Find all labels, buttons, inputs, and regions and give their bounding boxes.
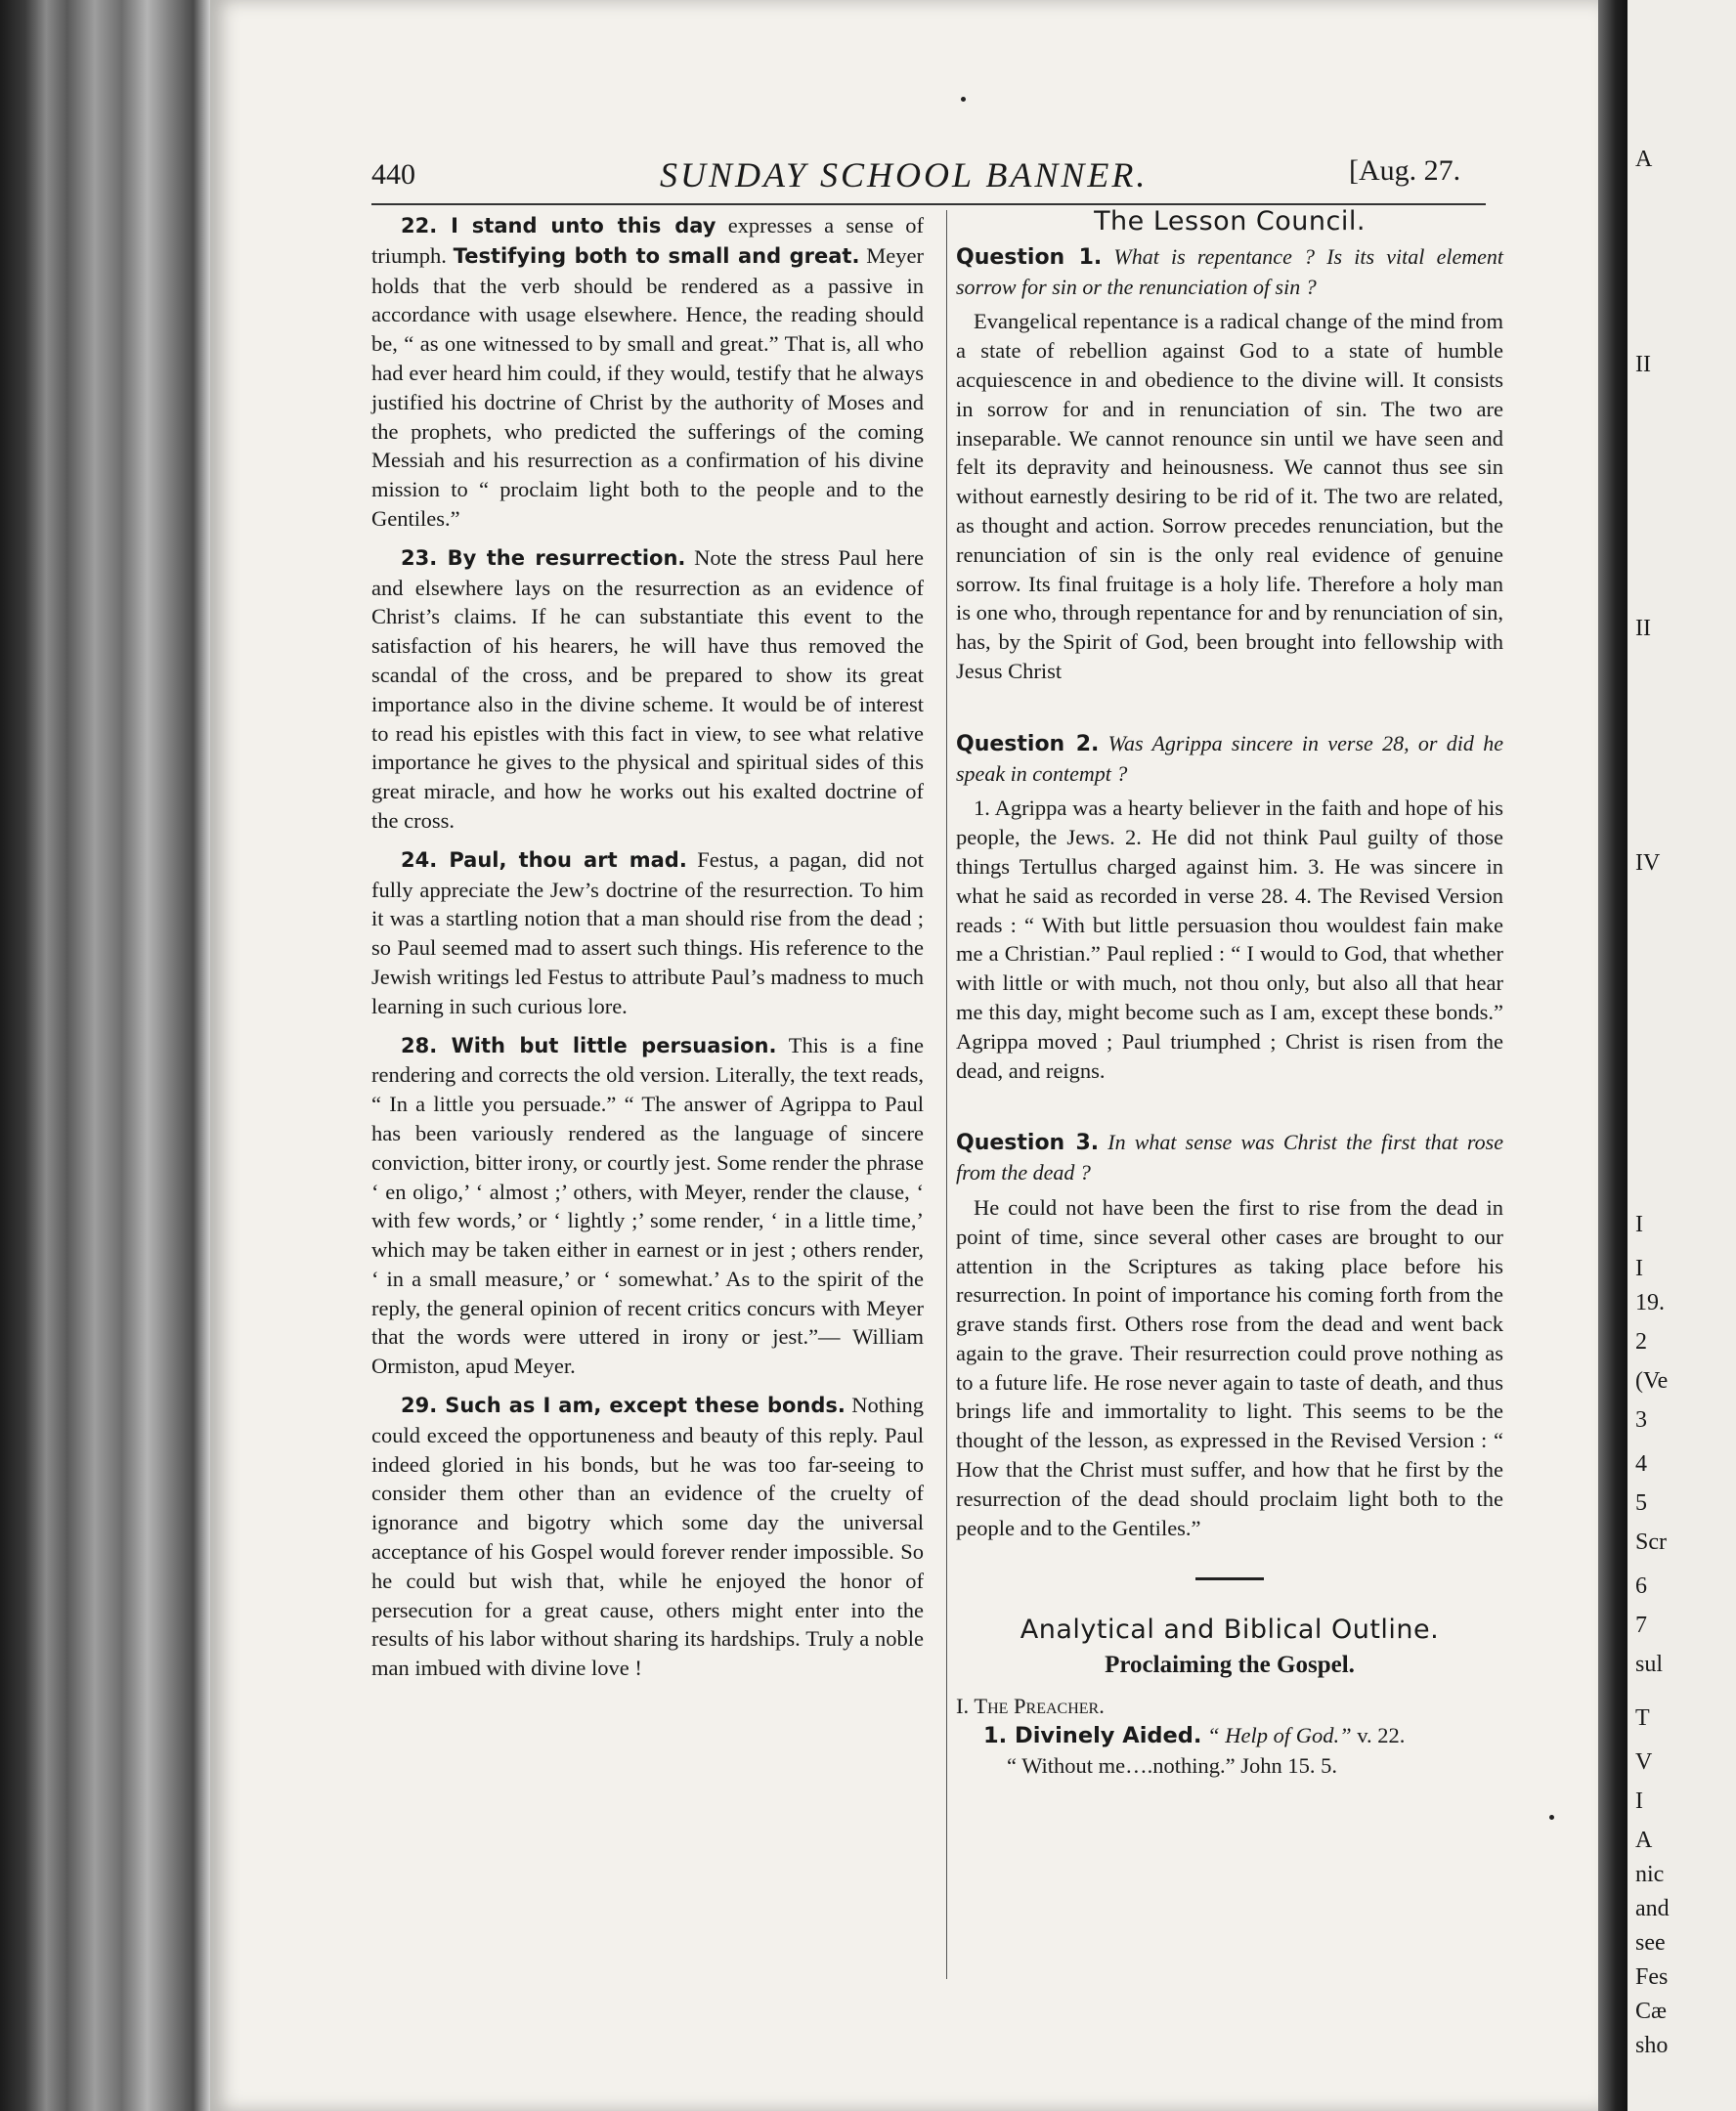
facing-page-fragment: IV xyxy=(1635,850,1661,876)
column-divider xyxy=(946,210,947,1979)
facing-page-fragment: I xyxy=(1635,1788,1643,1814)
answer-text: 1. Agrippa was a hearty believer in the faith and hope of his people, the Jews. 2. He did not think Paul guilty of those things Tertullus charged against him. 3. He was sincere in what he said as recorded in verse 28. 4. The Revised Version reads : “ With but little persuasion thou wouldest fain make me a Christian.” Paul replied : “ I would to God, that whether with little or with much, not thou only, but also all that hear me this day, might become such as I am, except these bonds.” Agrippa moved ; Paul triumphed ; Christ is risen from the dead, and reigns. xyxy=(956,796,1503,1083)
note-heading: 22. I stand unto this day xyxy=(401,214,716,237)
outline-item: I. The Preacher. xyxy=(956,1694,1105,1719)
running-title: SUNDAY SCHOOL BANNER. xyxy=(660,155,1149,194)
facing-page-fragment: 4 xyxy=(1635,1451,1647,1477)
header-rule xyxy=(371,203,1486,205)
facing-page-fragment: 2 xyxy=(1635,1329,1647,1355)
print-speck xyxy=(1549,1815,1554,1820)
section-separator xyxy=(1195,1577,1264,1580)
right-column xyxy=(956,207,1503,1780)
facing-page-fragment: 6 xyxy=(1635,1573,1647,1599)
lesson-council-title: The Lesson Council. xyxy=(1094,206,1366,237)
facing-page-fragment: Cæ xyxy=(1635,1999,1668,2024)
question-text: What is repentance ? Is its vital element sorrow for sin or the renunciation of sin ? xyxy=(956,243,1503,299)
facing-page-fragment: T xyxy=(1635,1705,1650,1731)
outline-subtitle: Proclaiming the Gospel. xyxy=(1105,1652,1355,1679)
note-heading: 24. Paul, thou art mad. xyxy=(401,847,687,872)
facing-page-fragment: 7 xyxy=(1635,1613,1647,1638)
facing-page-fragment: II xyxy=(1635,616,1651,641)
note-text: expresses a sense of triumph. xyxy=(371,213,925,268)
facing-page-fragment: V xyxy=(1635,1749,1653,1775)
questions-list xyxy=(956,242,1503,1543)
outline-item: “ Without me….nothing.” John 15. 5. xyxy=(1007,1752,1338,1778)
note-paragraph xyxy=(371,543,924,836)
note-paragraph xyxy=(371,1031,924,1382)
outline-quote: “ Help of God.” xyxy=(1201,1722,1352,1747)
facing-page-fragment: sul xyxy=(1635,1652,1664,1677)
note-text: Note the stress Paul here and elsewhere lays on the resurrection as an evidence of Christ’s claims. If he can substantiate this event to the satisfaction of his hearers, he will have thus removed the scandal of the cross, and be prepared to show its great importance also in the divine scheme. It would be of interest to read his epistles with this fact in view, to see what relative importance he gives to the physical and spiritual sides of this great miracle, and how he works out his exalted doctrine of the cross. xyxy=(371,544,924,833)
note-heading: 23. By the resurrection. xyxy=(401,545,686,570)
question-text: Was Agrippa sincere in verse 28, or did he speak in contempt ? xyxy=(956,730,1503,786)
answer-text: Evangelical repentance is a radical change of the mind from a state of rebellion against God to a state of humble acquiescence in and obedience to the divine will. It consists in sorrow for and in renunciation of sin. The two are inseparable. We cannot renounce sin until we have seen and felt its depravity and heinousness. We cannot thus see sin without earnestly desiring to be rid of it. The two are related, as thought and action. Sorrow precedes renunciation, but the renunciation of sin is the only real evidence of genuine sorrow. Its final fruitage is a holy life. Therefore a holy man is one who, through repentance for and by renunciation of sin, has, by the Spirit of God, been brought into fellowship with Jesus Christ xyxy=(956,309,1503,683)
book-binding-edge xyxy=(0,0,210,2111)
facing-page-fragment: 3 xyxy=(1635,1407,1647,1433)
question-label: Question 3. xyxy=(956,1131,1100,1156)
question-label: Question 2. xyxy=(956,731,1100,756)
print-speck xyxy=(961,97,966,102)
question-line xyxy=(956,1128,1503,1187)
council-question xyxy=(956,729,1503,1086)
facing-page-fragment: I xyxy=(1635,1212,1643,1237)
facing-page-fragment: 5 xyxy=(1635,1490,1647,1516)
issue-date: [Aug. 27. xyxy=(1349,154,1461,187)
page-gutter xyxy=(1598,0,1628,2111)
facing-page-fragment: II xyxy=(1635,352,1651,377)
council-question xyxy=(956,1128,1503,1542)
question-label: Question 1. xyxy=(956,244,1103,270)
page-header xyxy=(371,154,1486,194)
facing-page-fragment: A xyxy=(1635,147,1653,172)
question-line xyxy=(956,729,1503,789)
note-heading: Testifying both to small and great. xyxy=(453,243,860,268)
facing-page-fragment: see xyxy=(1635,1930,1666,1956)
facing-page-edge xyxy=(1628,0,1736,2111)
facing-page-fragment: 19. xyxy=(1635,1290,1665,1315)
page-number: 440 xyxy=(371,158,415,191)
facing-page-fragment: Fes xyxy=(1635,1964,1669,1990)
note-paragraph xyxy=(371,845,924,1021)
note-text: Meyer holds that the verb should be rendered as a passive in accordance with usage elsewhere. Hence, the reading should be, “ as one witnessed to by small and great.” That is, all who had ever heard him could, if they would, testify that he always justified his doctrine of Christ by the authority of Moses and the prophets, who predicted the sufferings of the coming Messiah and his resurrection as a confirmation of his divine mission to “ proclaim light both to the people and to the Gentiles.” xyxy=(371,242,924,531)
question-line xyxy=(956,242,1503,302)
outline-title: Analytical and Biblical Outline. xyxy=(1020,1615,1440,1646)
facing-page-fragment: sho xyxy=(1635,2033,1669,2058)
note-text: Festus, a pagan, did not fully appreciate the Jew’s doctrine of the resurrection. To him it was a startling notion that a man should rise from the dead ; so Paul seemed mad to assert such things. His reference to the Jewish writings led Festus to attribute Paul’s madness to much learning in such curious lore. xyxy=(371,846,924,1018)
answer-text: He could not have been the first to rise from the dead in point of time, since several other cases are brought to our attention in the Scriptures as taking place before his resurrection. In point of importance his coming forth from the grave stands first. Others rose from the dead and went back again to the grave. Their resurrection could prove nothing as to a future life. He rose never again to taste of death, and thus brings life and immortality to light. This seems to be the thought of the lesson, as expressed in the Revised Version : “ How that the Christ must suffer, and how that he first by the resurrection of the dead should proclaim light both to the people and to the Gentiles.” xyxy=(956,1194,1503,1540)
outline-point-label: 1. Divinely Aided. xyxy=(983,1722,1202,1748)
question-text: In what sense was Christ the first that rose from the dead ? xyxy=(956,1130,1503,1185)
council-question xyxy=(956,242,1503,686)
facing-page-fragment: and xyxy=(1635,1896,1670,1921)
note-paragraph xyxy=(371,1391,924,1683)
facing-page-fragment: nic xyxy=(1635,1862,1665,1887)
note-text: Nothing could exceed the opportuneness and beauty of this reply. Paul indeed gloried in his bonds, but he was too far-seeing to consider them other than an evidence of the cruelty of ignorance and bigotry which some day the universal acceptance of his Gospel would forever render impossible. So he could but wish that, while he enjoyed the honor of persecution for a great cause, others might enter into the results of his labor without sharing its hardships. Truly a noble man imbued with divine love ! xyxy=(371,1393,924,1681)
note-heading: 28. With but little persuasion. xyxy=(401,1033,777,1057)
note-heading: 29. Such as I am, except these bonds. xyxy=(401,1394,846,1418)
left-column xyxy=(371,211,924,1693)
facing-page-fragment: Scr xyxy=(1635,1529,1667,1555)
note-paragraph xyxy=(371,211,924,534)
facing-page-fragment: A xyxy=(1635,1828,1653,1853)
facing-page-fragment: (Ve xyxy=(1635,1368,1669,1394)
outline-item xyxy=(956,1721,1503,1751)
note-text: This is a fine rendering and corrects the old version. Literally, the text reads, “ In a little you persuade.” “ The answer of Agrippa to Paul has been variously rendered as the language of sincere conviction, bitter irony, or courtly jest. Some render the phrase ‘ en oligo,’ ‘ almost ;’ others, with Meyer, render the clause, ‘ with few words,’ or ‘ lightly ;’ some render, ‘ in a little time,’ which may be taken either in earnest or in jest ; others render, ‘ in a small measure,’ or ‘ somewhat.’ As to the spirit of the reply, the general opinion of recent critics concurs with Meyer that the words were uttered in irony or jest.”— William Ormiston, apud Meyer. xyxy=(371,1032,924,1379)
outline-reference: v. 22. xyxy=(1351,1722,1406,1747)
facing-page-fragment: I xyxy=(1635,1256,1643,1281)
